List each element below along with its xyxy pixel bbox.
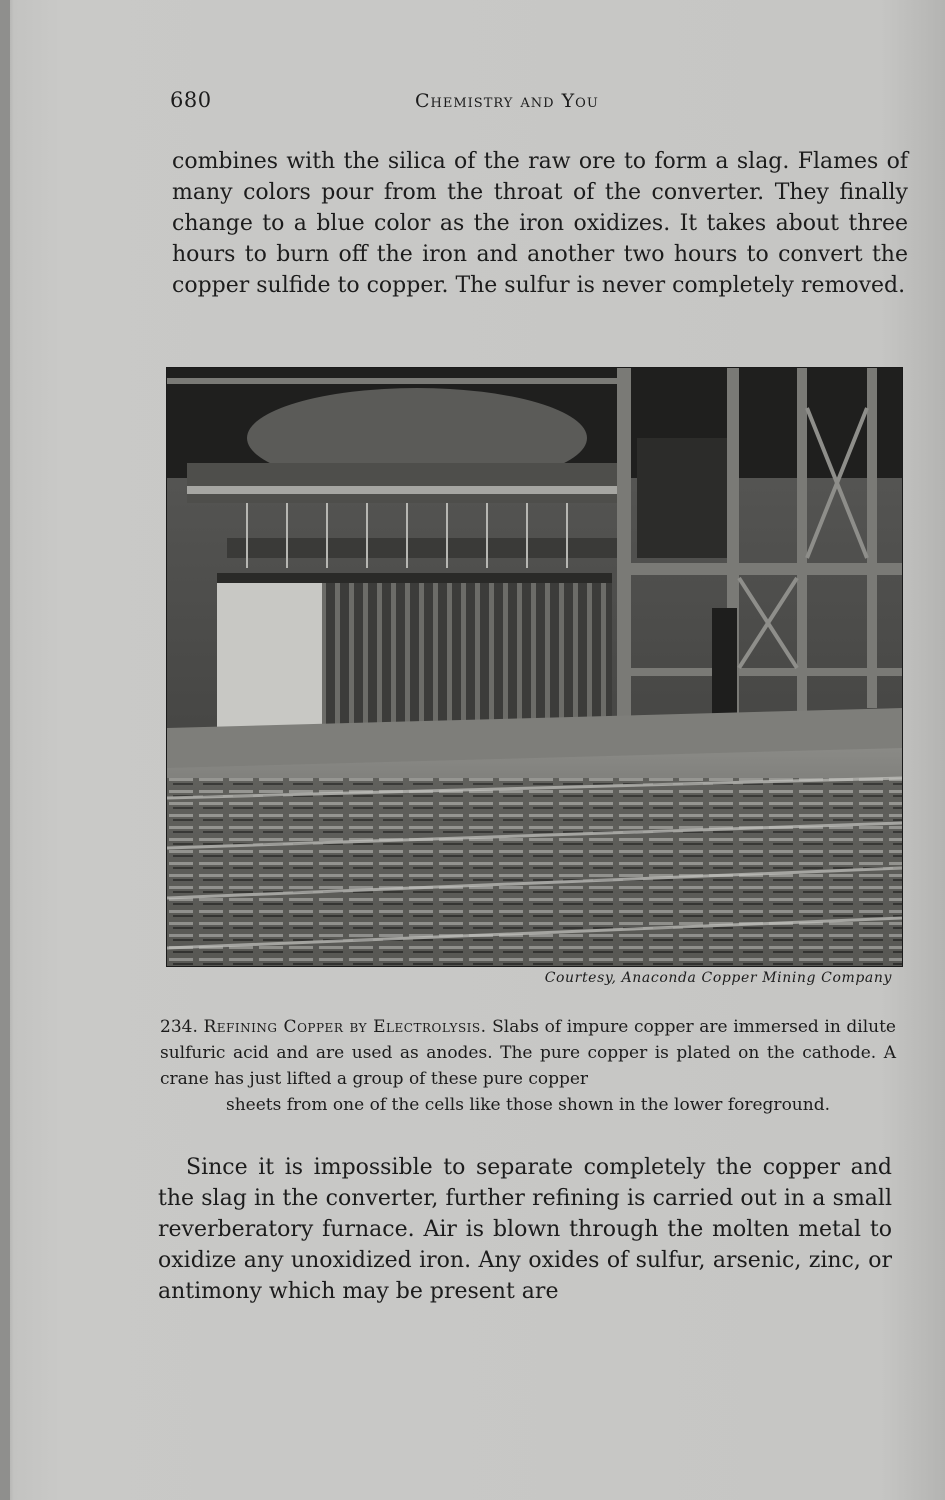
page-spine-shadow [0, 0, 10, 1500]
page-header [170, 88, 870, 118]
sheet-rack [217, 573, 612, 583]
support-column [712, 608, 737, 718]
figure-photo [166, 367, 903, 967]
electrolysis-photo-illustration [167, 368, 902, 966]
machinery-housing [637, 438, 727, 558]
body-paragraph-2: Since it is impossible to separate completely the copper and the slag in the converter, further refining is carried out in a small reverberatory furnace. Air is blown through the molten metal to oxidize any unoxidized iron. Any oxides of sulfur, arsenic, zinc, or antimony which may be present are [158, 1155, 892, 1304]
running-title: Chemistry and You [415, 90, 599, 112]
caption-title: Refining Copper by Electrolysis. [203, 1017, 487, 1037]
figure-caption [160, 1014, 896, 1118]
crane-beam-highlight [187, 486, 617, 494]
photo-credit: Courtesy, Anaconda Copper Mining Company [544, 970, 892, 986]
caption-text: Slabs of impure copper are immersed in dilute sulfuric acid and are used as anodes. The pure copper is plated on the cathode. A crane has just lifted a group of these pure copper [160, 1017, 896, 1089]
body-paragraph-1: combines with the silica of the raw ore to form a slag. Flames of many colors pour from the throat of the converter. They finally change to a blue color as the iron oxidizes. It takes about three hours to burn off the iron and another two hours to convert the copper sulfide to copper. The sulfur is never completely removed. [172, 149, 908, 298]
crane-beam [187, 463, 617, 503]
caption-number: 234. [160, 1017, 198, 1037]
page-number: 680 [170, 88, 212, 112]
caption-last-line: sheets from one of the cells like those shown in the lower foreground. [226, 1095, 830, 1115]
crane-spreader-bar [227, 538, 617, 558]
